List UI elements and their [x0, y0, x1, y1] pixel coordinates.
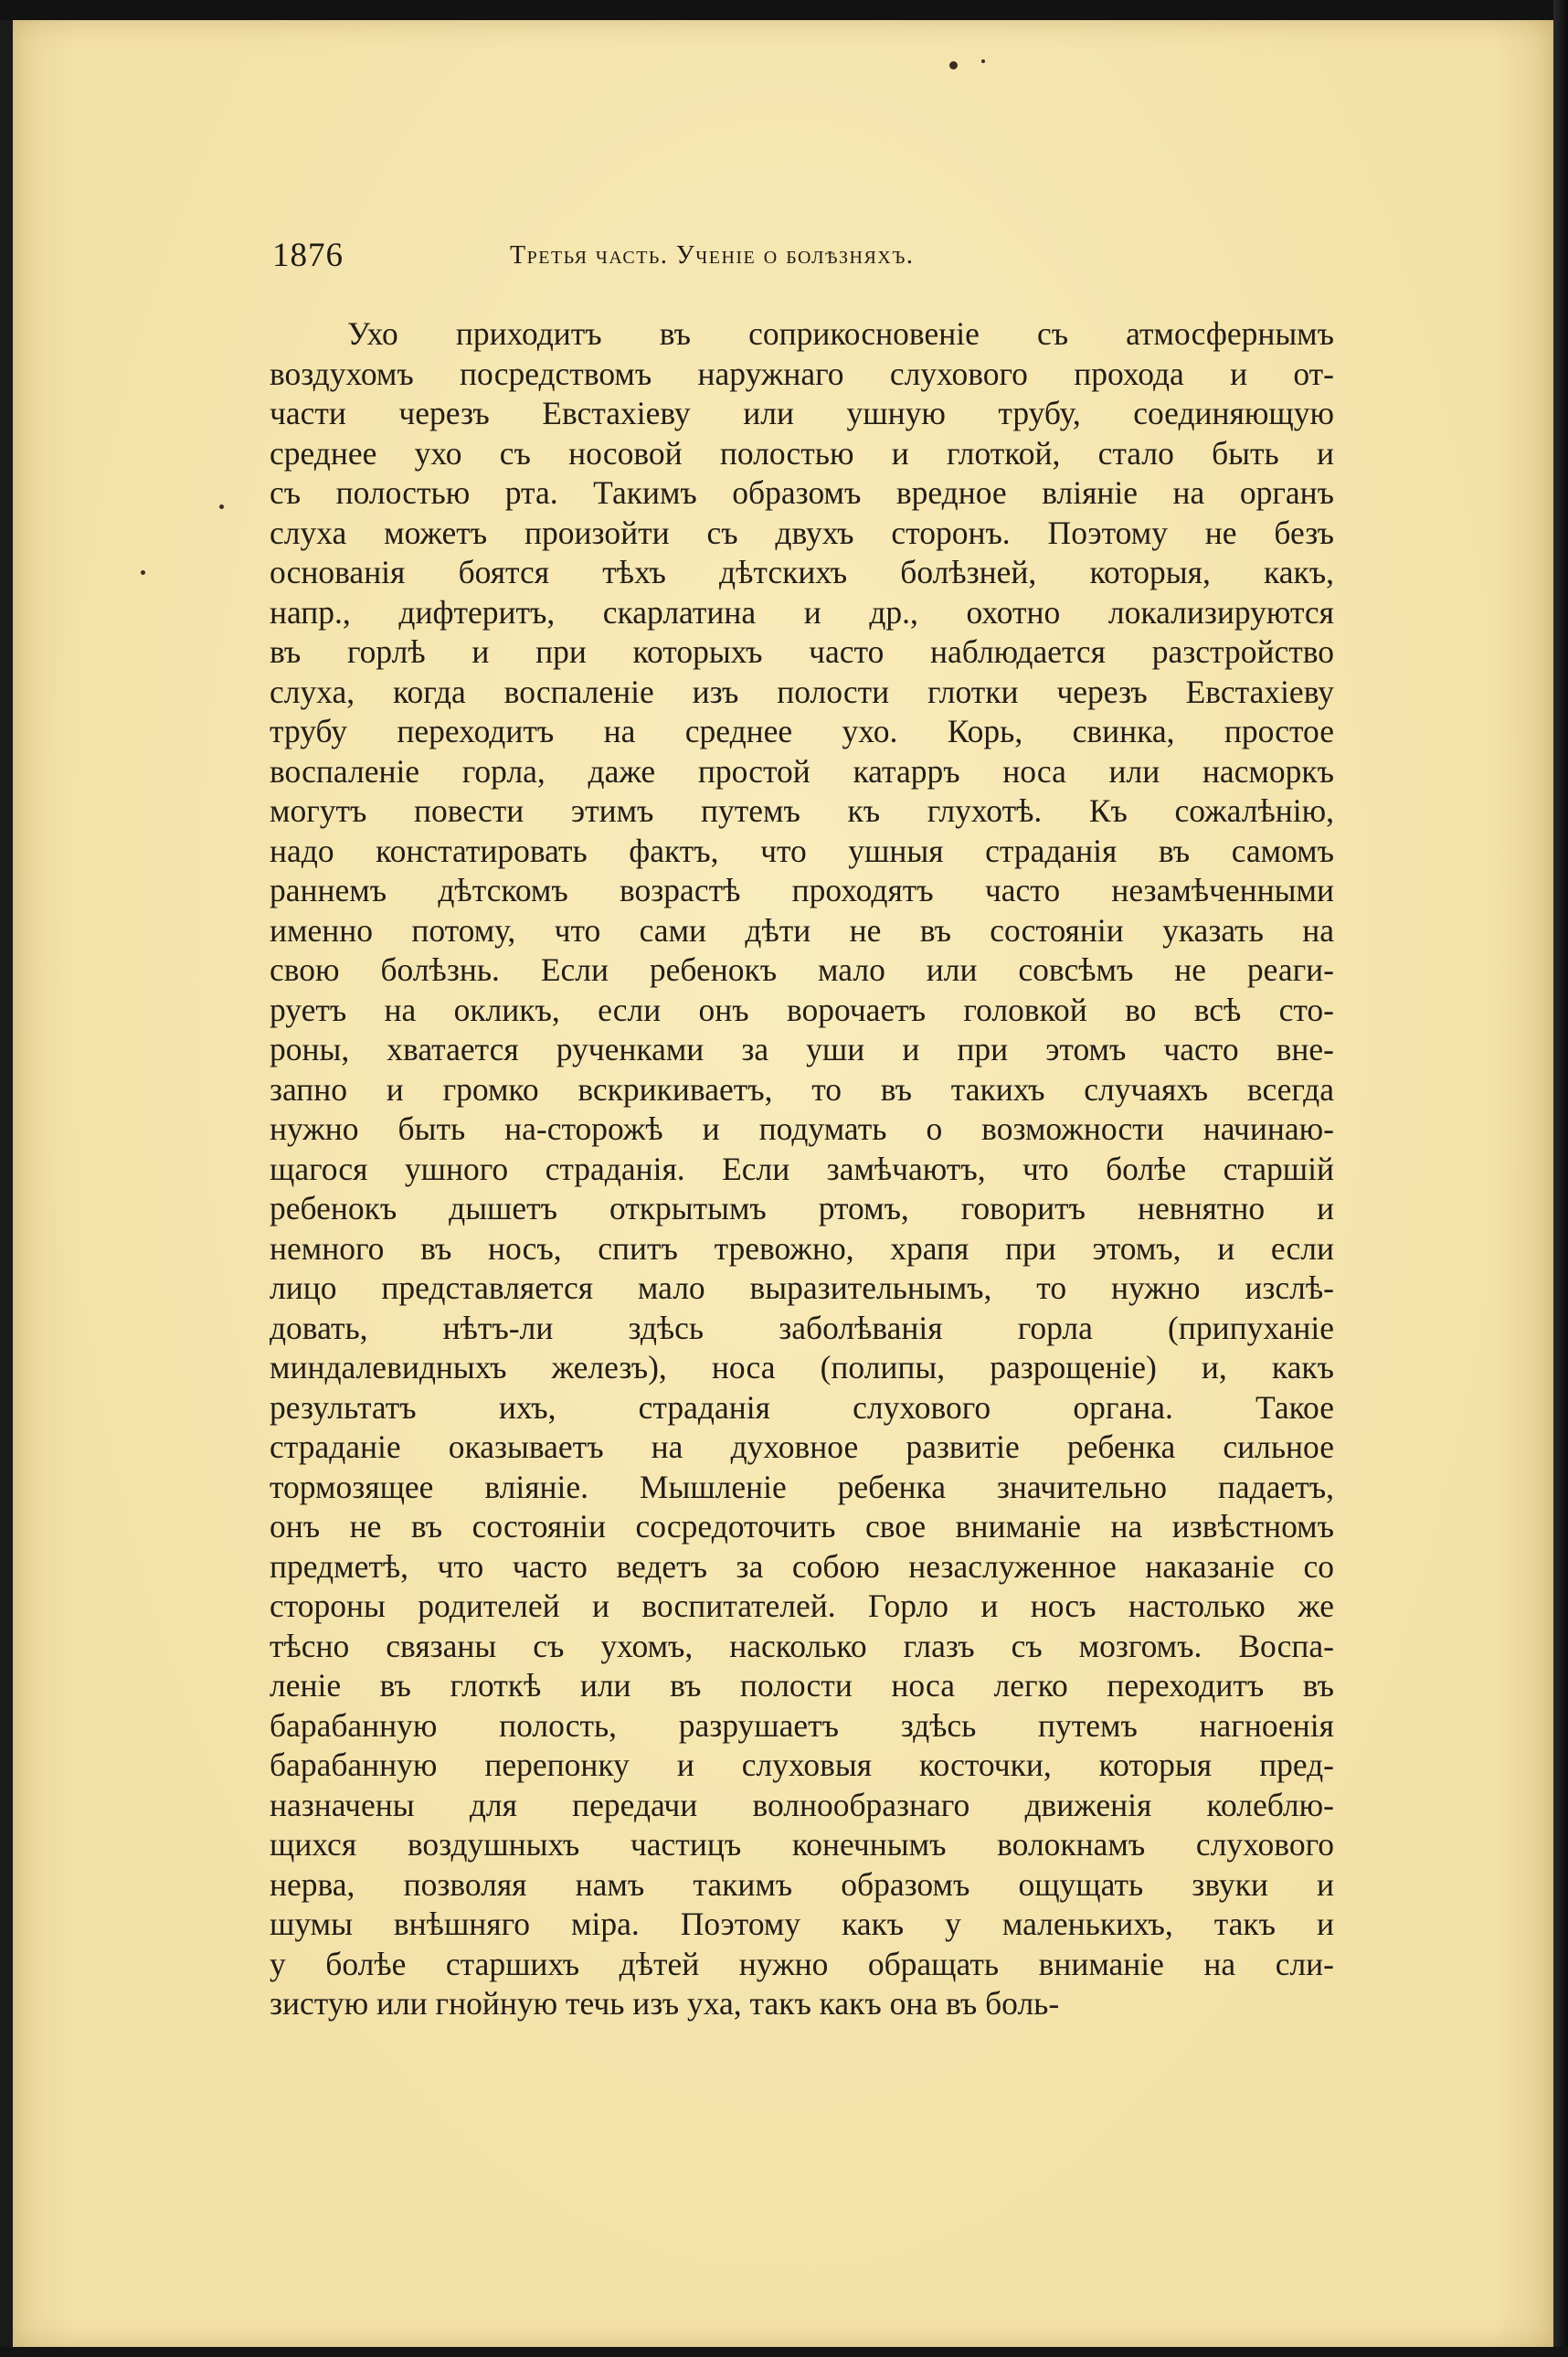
text-line: немного въ носъ, спитъ тревожно, храпя при этомъ, и если — [270, 1229, 1334, 1267]
text-line: среднее ухо съ носовой полостью и глоткой, стало быть и — [270, 434, 1334, 472]
text-line: шумы внѣшняго міра. Поэтому какъ у маленькихъ, такъ и — [270, 1906, 1334, 1942]
text-line: тормозящее вліяніе. Мышленіе ребенка значительно падаетъ, — [270, 1468, 1334, 1505]
text-line: съ полостью рта. Такимъ образомъ вредное вліяніе на органъ — [270, 474, 1334, 511]
text-line: результатъ ихъ, страданія слухового органа. Такое — [270, 1388, 1334, 1426]
body-paragraph — [270, 314, 1334, 2024]
text-line: раннемъ дѣтскомъ возрастѣ проходятъ часто незамѣченными — [270, 872, 1334, 908]
text-line: барабанную полость, разрушаетъ здѣсь путемъ нагноенія — [270, 1706, 1334, 1744]
text-line: свою болѣзнь. Если ребенокъ мало или совсѣмъ не реаги- — [270, 951, 1334, 988]
ink-speck — [981, 59, 985, 63]
text-line: довать, нѣтъ-ли здѣсь заболѣванія горла (припуханіе — [270, 1309, 1334, 1346]
scan-bottom-border — [0, 2347, 1568, 2357]
text-line: нерва, позволяя намъ такимъ образомъ ощущать звуки и — [270, 1865, 1334, 1903]
text-line: воспаленіе горла, даже простой катарръ носа или насморкъ — [270, 752, 1334, 790]
text-line: надо констатировать фактъ, что ушныя страданія въ самомъ — [270, 832, 1334, 869]
text-line: предметѣ, что часто ведетъ за собою незаслуженное наказаніе со — [270, 1547, 1334, 1585]
text-line: миндалевидныхъ железъ), носа (полипы, разрощеніе) и, какъ — [270, 1349, 1334, 1386]
text-line: лицо представляется мало выразительнымъ, то нужно изслѣ- — [270, 1269, 1334, 1306]
text-line: трубу переходитъ на среднее ухо. Корь, свинка, простое — [270, 713, 1334, 749]
text-line: тѣсно связаны съ ухомъ, насколько глазъ съ мозгомъ. Воспа- — [270, 1627, 1334, 1664]
text-line: въ горлѣ и при которыхъ часто наблюдается разстройство — [270, 633, 1334, 670]
text-line: ребенокъ дышетъ открытымъ ртомъ, говоритъ невнятно и — [270, 1190, 1334, 1226]
text-line: онъ не въ состояніи сосредоточить свое вниманіе на извѣстномъ — [270, 1508, 1334, 1545]
page-number: 1876 — [272, 237, 344, 274]
text-line: зистую или гнойную течь изъ уха, такъ какъ она въ боль- — [270, 1985, 1060, 2022]
scan-top-border — [0, 0, 1568, 20]
text-line: именно потому, что сами дѣти не въ состояніи указать на — [270, 911, 1334, 949]
text-line: стороны родителей и воспитателей. Горло и носъ настолько же — [270, 1587, 1334, 1624]
scan-right-border — [1553, 0, 1568, 2357]
ink-speck — [949, 61, 958, 69]
text-line: слуха, когда воспаленіе изъ полости глотки черезъ Евстахіеву — [270, 673, 1334, 710]
text-line: запно и громко вскрикиваетъ, то въ такихъ случаяхъ всегда — [270, 1070, 1334, 1108]
text-line: напр., дифтеритъ, скарлатина и др., охотно локализируются — [270, 593, 1334, 631]
text-line: Ухо приходитъ въ соприкосновеніе съ атмосфернымъ — [347, 315, 1334, 352]
text-line: у болѣе старшихъ дѣтей нужно обращать вниманіе на сли- — [270, 1945, 1334, 1982]
text-line: щагося ушного страданія. Если замѣчаютъ, что болѣе старшій — [270, 1150, 1334, 1187]
text-line: барабанную перепонку и слуховыя косточки, которыя пред- — [270, 1747, 1334, 1783]
text-line: части черезъ Евстахіеву или ушную трубу, соединяющую — [270, 395, 1334, 431]
text-line: назначены для передачи волнообразнаго движенія колеблю- — [270, 1786, 1334, 1823]
running-head: Третья часть. Ученіе о болѣзняхъ. — [510, 241, 915, 270]
ink-speck — [219, 504, 224, 509]
page-header — [272, 236, 1332, 281]
text-line: слуха можетъ произойти съ двухъ сторонъ. Поэтому не безъ — [270, 514, 1334, 551]
text-line: щихся воздушныхъ частицъ конечнымъ волокнамъ слухового — [270, 1826, 1334, 1863]
text-line: основанія боятся тѣхъ дѣтскихъ болѣзней, которыя, какъ, — [270, 554, 1334, 590]
ink-speck — [141, 570, 145, 575]
text-line: руетъ на окликъ, если онъ ворочаетъ головкой во всѣ сто- — [270, 991, 1334, 1028]
text-line: нужно быть на-сторожѣ и подумать о возможности начинаю- — [270, 1110, 1334, 1147]
text-line: леніе въ глоткѣ или въ полости носа легко переходитъ въ — [270, 1667, 1334, 1704]
text-line: воздухомъ посредствомъ наружнаго слухового прохода и от- — [270, 355, 1334, 392]
text-line: могутъ повести этимъ путемъ къ глухотѣ. Къ сожалѣнію, — [270, 792, 1334, 829]
text-line: роны, хватается рученками за уши и при этомъ часто вне- — [270, 1031, 1334, 1067]
text-line: страданіе оказываетъ на духовное развитіе ребенка сильное — [270, 1428, 1334, 1465]
